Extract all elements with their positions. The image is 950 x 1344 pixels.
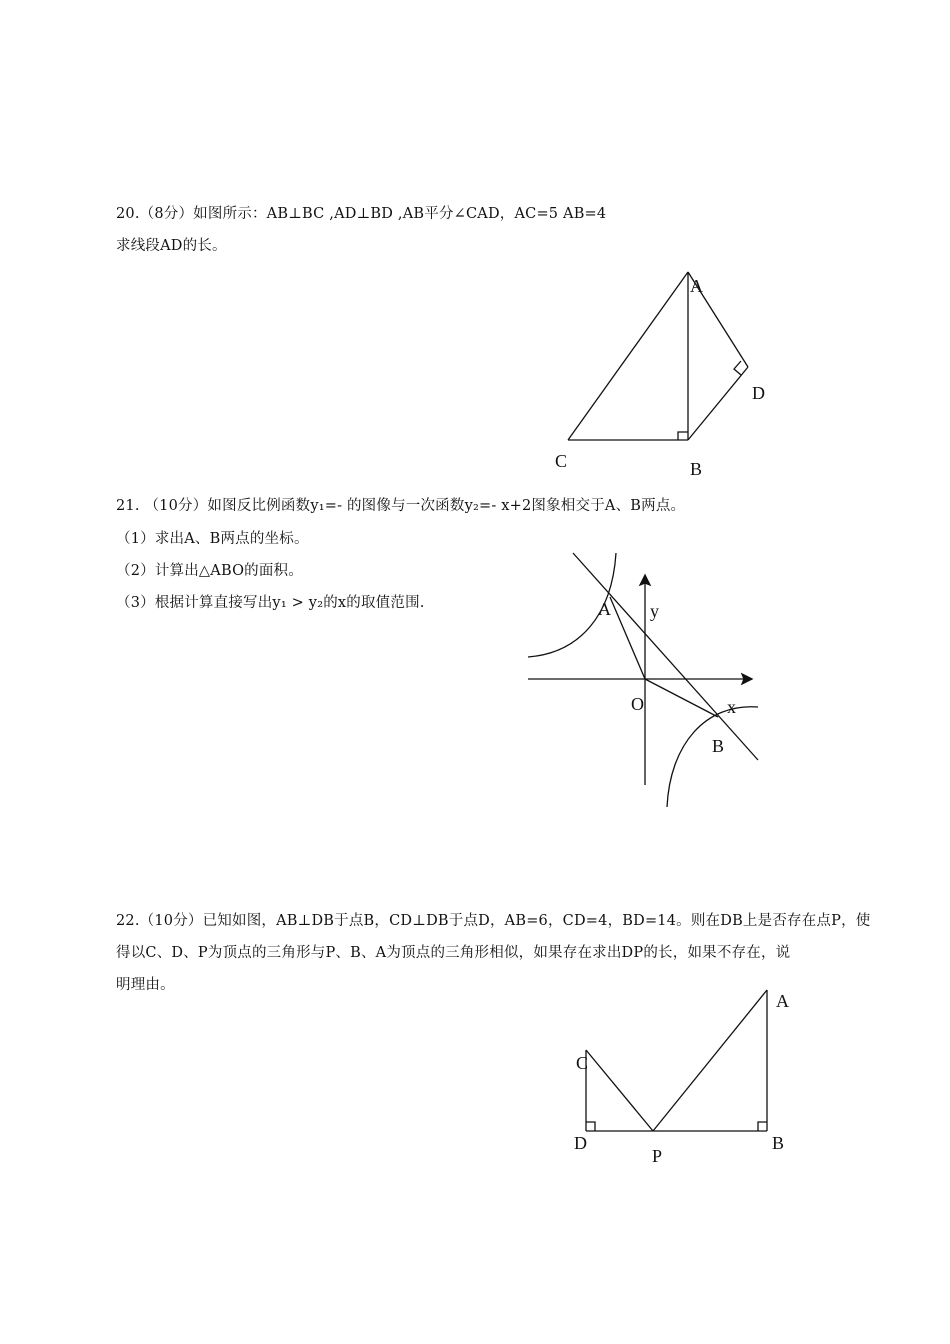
label-c: C — [576, 1053, 589, 1073]
right-angle-d-icon — [586, 1122, 595, 1131]
q22-line1: 22.（10分）已知如图，AB⊥DB于点B，CD⊥DB于点D，AB=6，CD=4，BD=14。则在DB上是否存在点P，使 — [116, 913, 871, 929]
segment-ob — [645, 679, 718, 717]
q21-figure — [520, 545, 770, 815]
segment-ao — [610, 597, 645, 679]
q21-item1: （1）求出A、B两点的坐标。 — [116, 531, 309, 547]
label-y: y — [650, 601, 659, 621]
q22-line3: 明理由。 — [116, 977, 175, 993]
label-p: P — [652, 1146, 663, 1166]
label-o: O — [631, 694, 644, 714]
line-y2 — [573, 553, 758, 760]
label-a: A — [776, 991, 789, 1011]
label-a: A — [690, 276, 703, 296]
q21-item2: （2）计算出△ABO的面积。 — [116, 563, 303, 579]
label-b: B — [690, 459, 703, 479]
segment-pa — [653, 990, 767, 1131]
segment-cp — [586, 1050, 653, 1131]
label-d: D — [752, 383, 765, 403]
label-d: D — [574, 1133, 587, 1153]
label-a: A — [598, 599, 611, 619]
label-b: B — [772, 1133, 785, 1153]
segment-ca — [568, 272, 688, 440]
label-x: x — [727, 697, 736, 717]
q22-line2: 得以C、D、P为顶点的三角形与P、B、A为顶点的三角形相似，如果存在求出DP的长，如果不存在，说 — [116, 945, 791, 961]
segment-bd — [688, 367, 748, 440]
q20-line2: 求线段AD的长。 — [116, 238, 227, 254]
hyperbola-branch-lower-right — [667, 707, 758, 807]
right-angle-d-icon — [734, 361, 741, 375]
q22-figure — [560, 980, 800, 1170]
q20-line1: 20.（8分）如图所示：AB⊥BC ,AD⊥BD ,AB平分∠CAD，AC=5 AB=4 — [116, 206, 607, 222]
q20-figure — [540, 262, 800, 482]
right-angle-b-icon — [758, 1122, 767, 1131]
x-axis-arrow-icon — [742, 674, 752, 684]
label-b: B — [712, 736, 725, 756]
q21-line1: 21. （10分）如图反比例函数y₁=- 的图像与一次函数y₂=- x+2图象相交于A、B两点。 — [116, 498, 686, 514]
q21-item3: （3）根据计算直接写出y₁ > y₂的x的取值范围. — [116, 595, 425, 611]
right-angle-b-icon — [678, 432, 688, 440]
y-axis-arrow-icon — [640, 575, 650, 585]
label-c: C — [555, 451, 568, 471]
